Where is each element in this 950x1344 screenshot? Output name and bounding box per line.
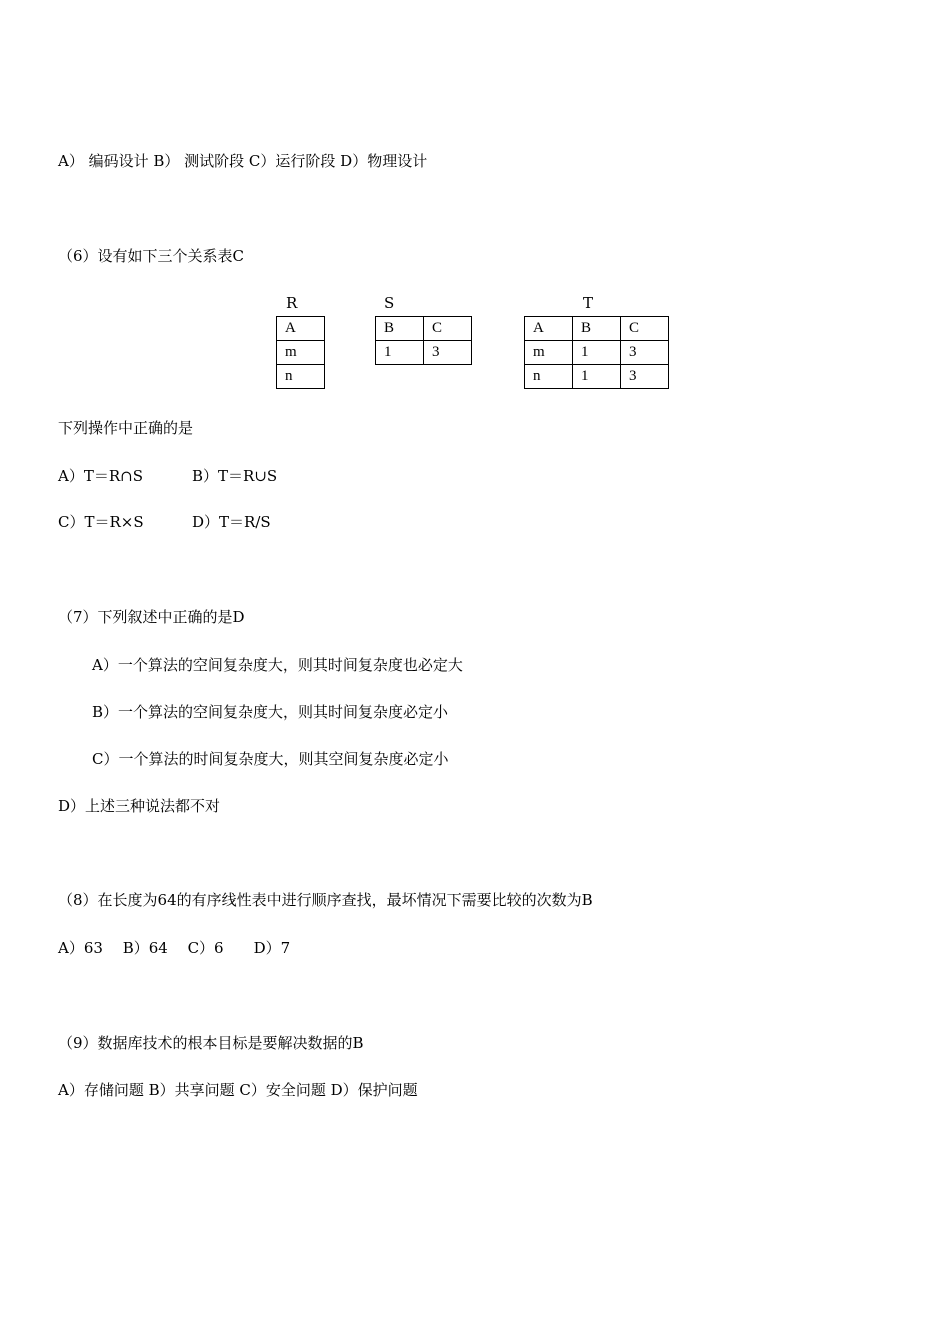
q6-option-c: C）T＝R×S [58,513,144,531]
relation-s-name: S [384,294,395,312]
table-row [376,317,472,341]
q6-option-d: D）T＝R/S [192,513,271,531]
table-cell: 3 [621,341,669,365]
table-cell: m [277,341,325,365]
q6-option-b: B）T＝R∪S [192,467,278,485]
relation-t-table [524,316,669,389]
table-cell: C [621,317,669,341]
table-row [525,365,669,389]
table-row [525,341,669,365]
table-cell: 3 [621,365,669,389]
q8-options: A）63 B）64 C）6 D）7 [58,939,291,957]
table-cell: m [525,341,573,365]
relation-r-table [276,316,325,389]
table-cell: n [277,365,325,389]
relation-s-table [375,316,472,365]
table-cell: n [525,365,573,389]
table-row [525,317,669,341]
table-row [376,341,472,365]
table-cell: 1 [573,365,621,389]
q7-option-d: D）上述三种说法都不对 [58,797,221,815]
table-cell: C [424,317,472,341]
table-cell: B [376,317,424,341]
q7-option-c: C）一个算法的时间复杂度大，则其空间复杂度必定小 [92,750,449,768]
relation-t-name: T [583,294,594,312]
q9-options: A）存储问题 B）共享问题 C）安全问题 D）保护问题 [58,1081,418,1099]
table-cell: B [573,317,621,341]
table-cell: 3 [424,341,472,365]
table-row [277,317,325,341]
table-cell: A [525,317,573,341]
table-cell: 1 [573,341,621,365]
table-cell: A [277,317,325,341]
q6-option-a: A）T＝R∩S [58,467,143,485]
relation-r-name: R [286,294,298,312]
q6-question: （6）设有如下三个关系表C [58,247,245,265]
q7-option-b: B）一个算法的空间复杂度大，则其时间复杂度必定小 [92,703,449,721]
q9-question: （9）数据库技术的根本目标是要解决数据的B [58,1034,364,1052]
table-row [277,365,325,389]
q5-options: A） 编码设计 B） 测试阶段 C）运行阶段 D）物理设计 [58,152,428,170]
q6-prompt: 下列操作中正确的是 [58,419,194,437]
q7-option-a: A）一个算法的空间复杂度大，则其时间复杂度也必定大 [92,656,463,674]
table-cell: 1 [376,341,424,365]
q7-question: （7）下列叙述中正确的是D [58,608,245,626]
table-row [277,341,325,365]
q8-question: （8）在长度为64的有序线性表中进行顺序查找，最坏情况下需要比较的次数为B [58,891,593,909]
